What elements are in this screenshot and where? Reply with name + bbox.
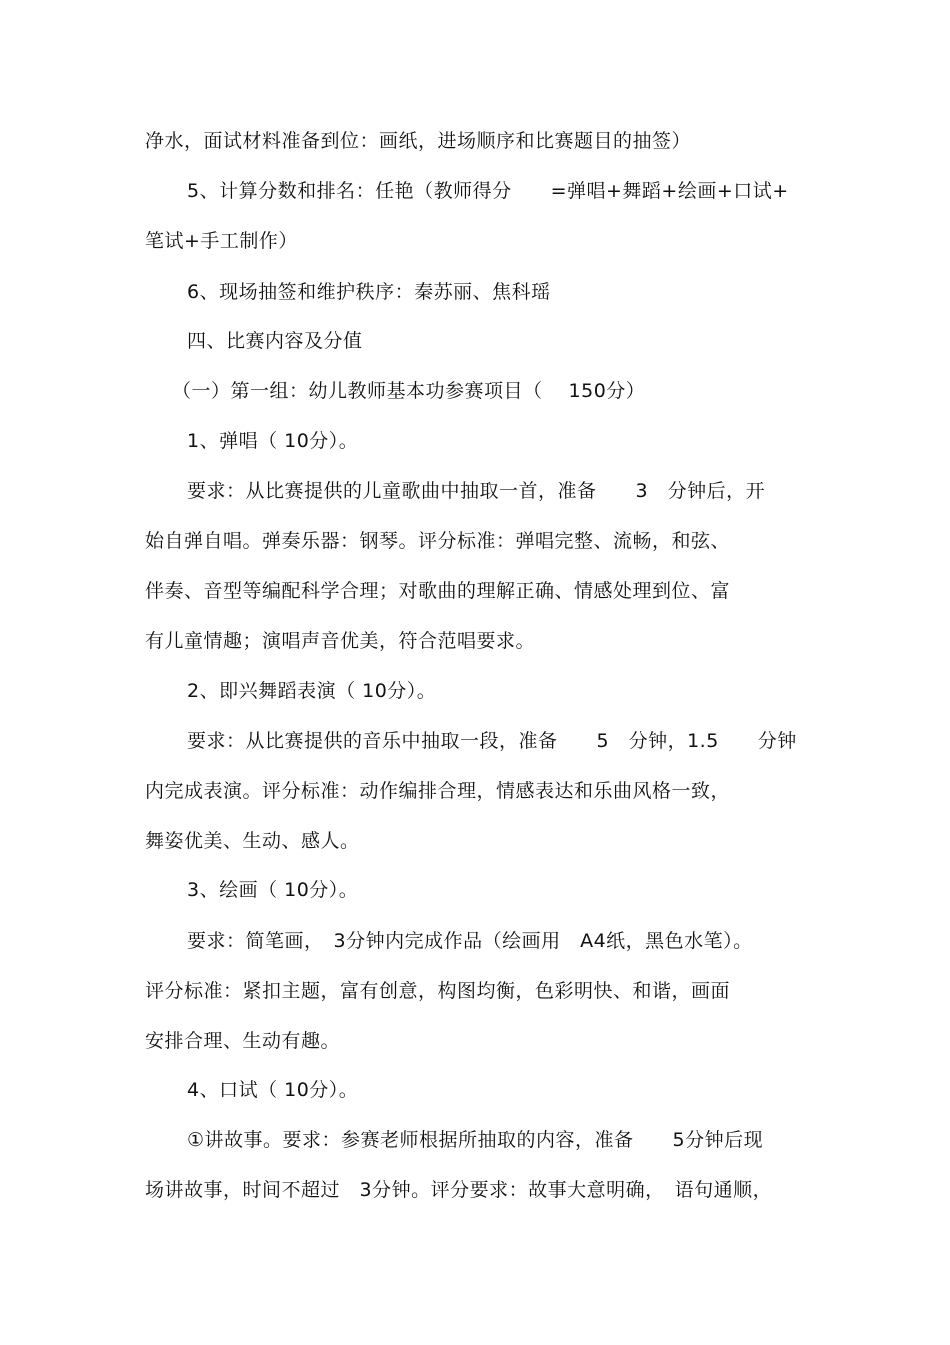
text-line: 要求：简笔画， 3分钟内完成作品（绘画用 A4纸，黑色水笔）。 [187,930,753,952]
item-heading: 4、口试（ 10分）。 [187,1079,359,1101]
text-line: 安排合理、生动有趣。 [145,1030,341,1052]
text-line: 笔试+手工制作） [145,230,298,252]
text-line: 评分标准：紧扣主题，富有创意，构图均衡，色彩明快、和谐，画面 [145,980,731,1002]
text-line: 要求：从比赛提供的儿童歌曲中抽取一首，准备 3 分钟后，开 [187,480,766,502]
section-heading: 四、比赛内容及分值 [187,330,363,352]
subsection-heading: （一）第一组：幼儿教师基本功参赛项目（ 150分） [172,380,646,402]
item-heading: 3、绘画（ 10分）。 [187,879,359,901]
text-line: 净水，面试材料准备到位：画纸，进场顺序和比赛题目的抽签） [145,130,692,152]
text-line: 场讲故事，时间不超过 3分钟。评分要求：故事大意明确， 语句通顺， [145,1179,773,1201]
item-heading: 1、弹唱（ 10分）。 [187,430,359,452]
item-heading: 2、即兴舞蹈表演（ 10分）。 [187,680,437,702]
text-line: 要求：从比赛提供的音乐中抽取一段，准备 5 分钟，1.5 分钟 [187,730,797,752]
text-line: 始自弹自唱。弹奏乐器：钢琴。评分标准：弹唱完整、流畅，和弦、 [145,530,731,552]
text-line: 6、现场抽签和维护秩序：秦苏丽、焦科瑶 [187,281,551,303]
text-line: 伴奏、音型等编配科学合理；对歌曲的理解正确、情感处理到位、富 [145,580,731,602]
text-line: 5、计算分数和排名：任艳（教师得分 =弹唱+舞蹈+绘画+口试+ [187,180,789,202]
text-line: 内完成表演。评分标准：动作编排合理，情感表达和乐曲风格一致， [145,780,731,802]
text-line: ①讲故事。要求：参赛老师根据所抽取的内容，准备 5分钟后现 [187,1129,764,1151]
text-line: 舞姿优美、生动、感人。 [145,830,360,852]
text-line: 有儿童情趣；演唱声音优美，符合范唱要求。 [145,630,536,652]
